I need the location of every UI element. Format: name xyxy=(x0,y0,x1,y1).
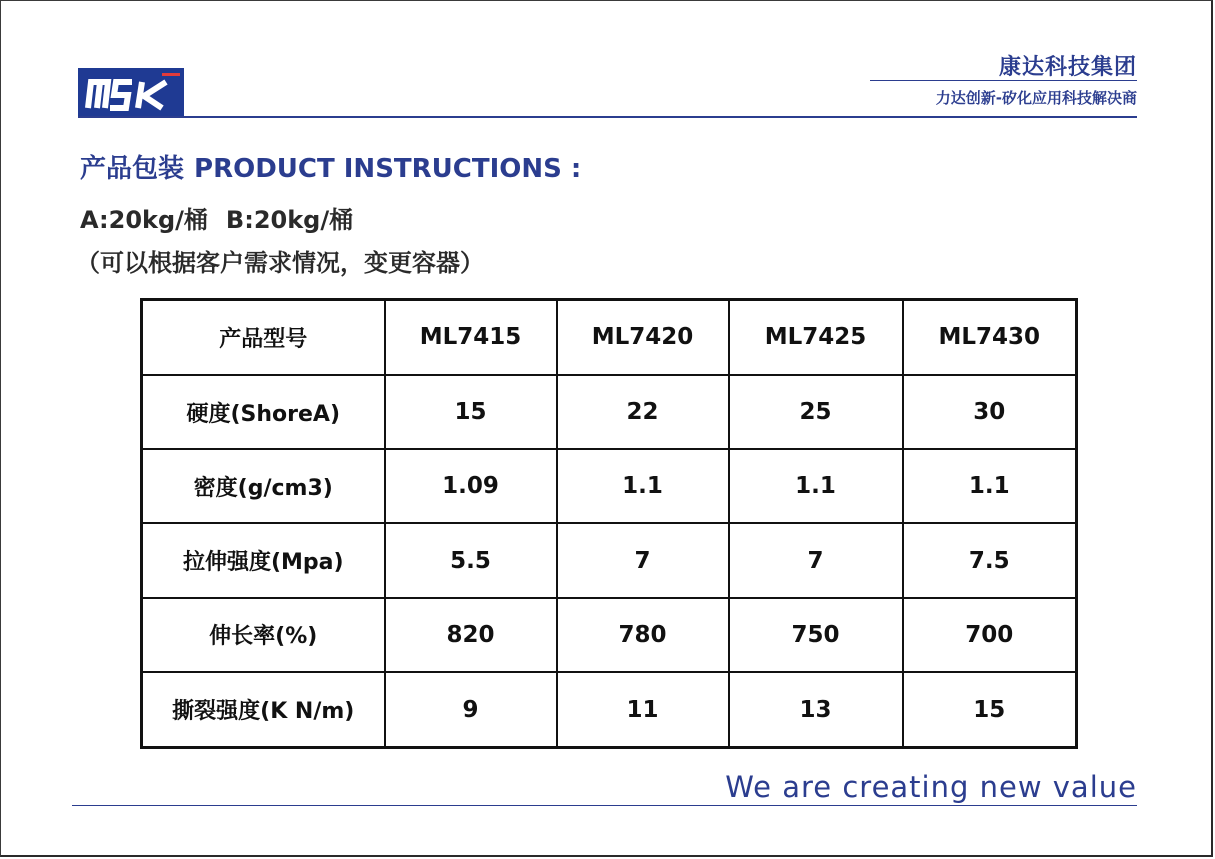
table-header-row xyxy=(142,300,1077,375)
table-cell: 硬度(ShoreA) xyxy=(142,375,385,449)
table-cell: 25 xyxy=(729,375,903,449)
spec-table xyxy=(140,298,1078,749)
package-a: A:20kg/桶 xyxy=(80,206,208,234)
table-row xyxy=(142,449,1077,523)
table-row xyxy=(142,598,1077,672)
table-row xyxy=(142,672,1077,747)
table-cell: 11 xyxy=(557,672,729,747)
table-cell: 750 xyxy=(729,598,903,672)
table-cell: 15 xyxy=(903,672,1077,747)
footer-divider xyxy=(72,805,1137,806)
table-cell: 伸长率(%) xyxy=(142,598,385,672)
table-cell: 1.09 xyxy=(385,449,557,523)
table-cell: 22 xyxy=(557,375,729,449)
header-divider xyxy=(78,116,1137,118)
table-cell: 1.1 xyxy=(729,449,903,523)
table-cell: 15 xyxy=(385,375,557,449)
table-cell: 13 xyxy=(729,672,903,747)
table-cell: 30 xyxy=(903,375,1077,449)
table-cell: 1.1 xyxy=(903,449,1077,523)
table-cell: 7 xyxy=(557,523,729,597)
header-divider-short xyxy=(870,80,1137,81)
footer-tagline: We are creating new value xyxy=(725,770,1137,804)
table-row xyxy=(142,375,1077,449)
table-cell: 1.1 xyxy=(557,449,729,523)
table-cell: 780 xyxy=(557,598,729,672)
table-cell: ML7430 xyxy=(903,300,1077,375)
table-row xyxy=(142,523,1077,597)
table-cell: ML7420 xyxy=(557,300,729,375)
section-title-en: PRODUCT INSTRUCTIONS : xyxy=(194,154,582,184)
table-cell: 700 xyxy=(903,598,1077,672)
table-cell: 产品型号 xyxy=(142,300,385,375)
table-cell: 7.5 xyxy=(903,523,1077,597)
table-cell: 7 xyxy=(729,523,903,597)
package-b: B:20kg/桶 xyxy=(225,206,354,234)
table-cell: 5.5 xyxy=(385,523,557,597)
table-cell: 9 xyxy=(385,672,557,747)
table-cell: ML7425 xyxy=(729,300,903,375)
table-cell: 密度(g/cm3) xyxy=(142,449,385,523)
table-cell: 820 xyxy=(385,598,557,672)
table-cell: ML7415 xyxy=(385,300,557,375)
table-cell: 撕裂强度(K N/m) xyxy=(142,672,385,747)
msk-logo-graphic xyxy=(78,68,184,116)
company-slogan: 力达创新-矽化应用科技解决商 xyxy=(935,89,1137,107)
section-title-cn: 产品包装 xyxy=(80,154,185,184)
packaging-line xyxy=(80,200,353,235)
msk-logo xyxy=(78,68,184,116)
container-note: （可以根据客户需求情况，变更容器） xyxy=(76,249,484,277)
table-cell: 拉伸强度(Mpa) xyxy=(142,523,385,597)
company-name: 康达科技集团 xyxy=(998,55,1137,80)
section-title xyxy=(80,148,581,185)
